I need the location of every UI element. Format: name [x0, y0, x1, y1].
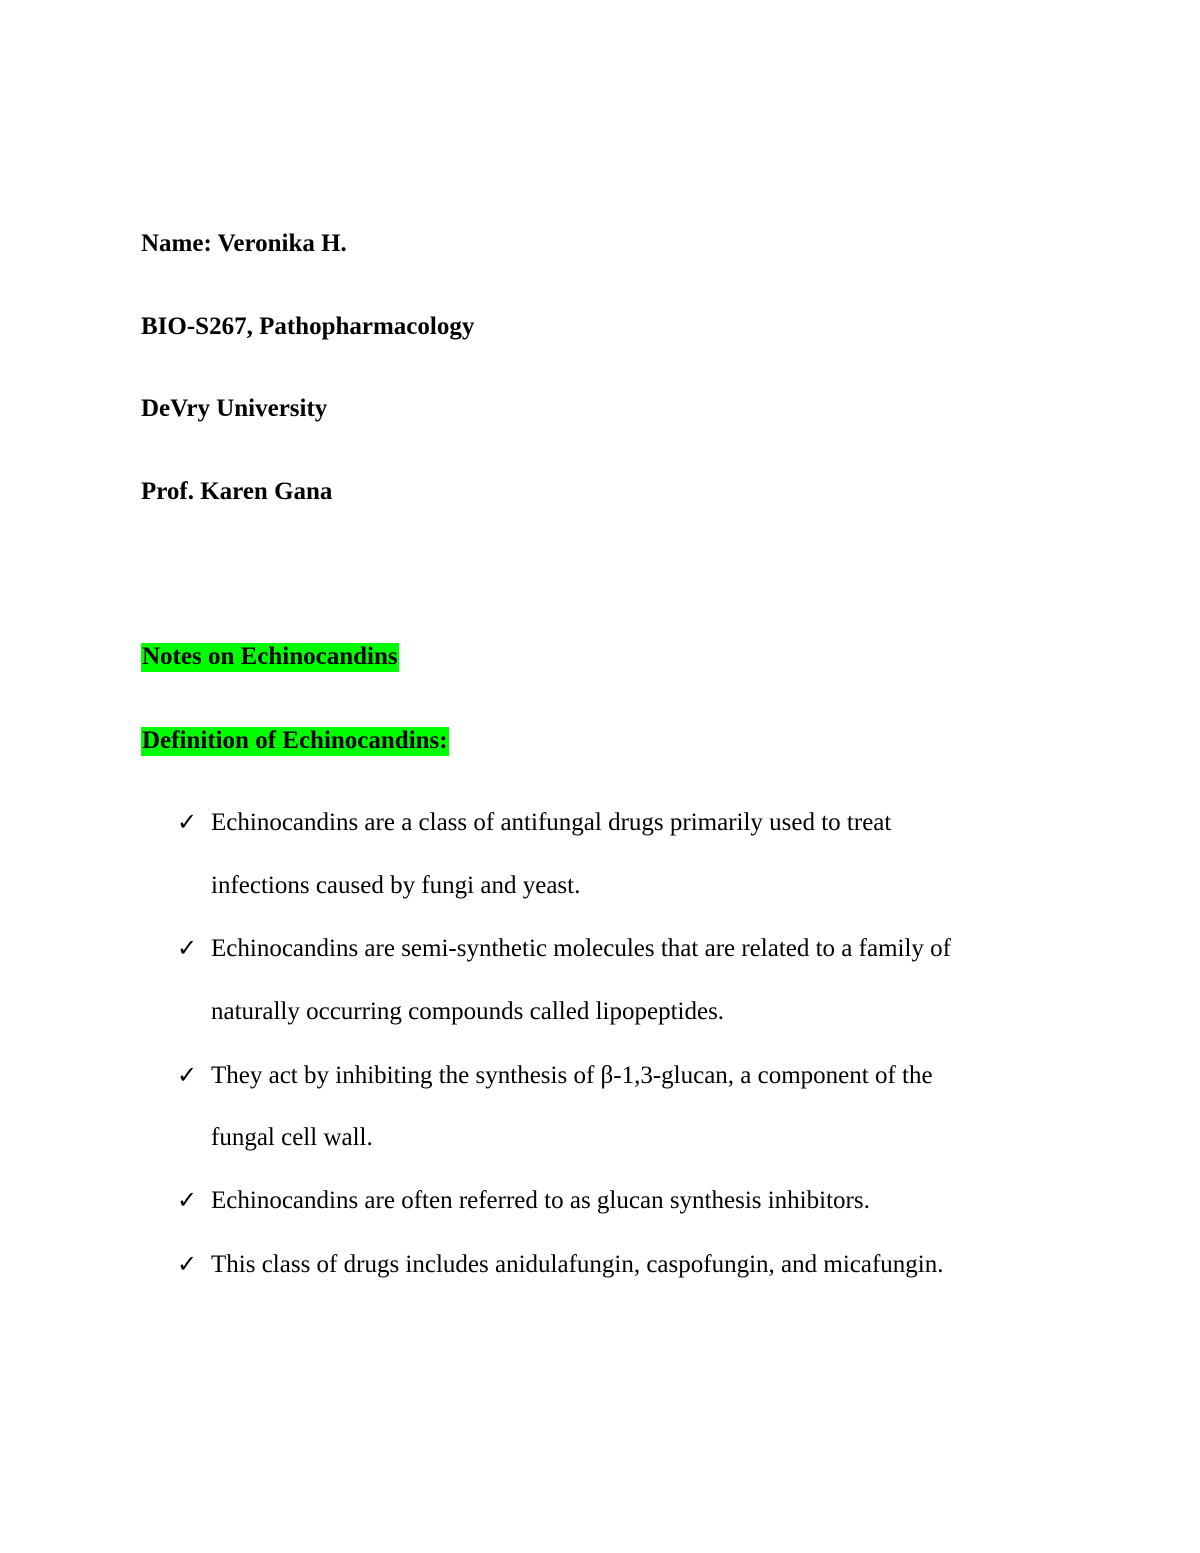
- university-name: DeVry University: [141, 395, 328, 422]
- section-heading: [141, 726, 449, 756]
- check-icon: ✓: [177, 1063, 198, 1089]
- course-title: BIO-S267, Pathopharmacology: [141, 313, 475, 340]
- bullet-5-line-1: This class of drugs includes anidulafungin, caspofungin, and micafungin.: [211, 1251, 944, 1278]
- bullet-2-line-1: Echinocandins are semi-synthetic molecules that are related to a family of: [211, 935, 951, 962]
- check-icon: ✓: [177, 1188, 198, 1214]
- bullet-2-line-2: naturally occurring compounds called lipopeptides.: [211, 998, 725, 1025]
- check-icon: ✓: [177, 1252, 198, 1278]
- bullet-4-line-1: Echinocandins are often referred to as glucan synthesis inhibitors.: [211, 1187, 870, 1214]
- professor-name: Prof. Karen Gana: [141, 478, 333, 505]
- bullet-1-line-1: Echinocandins are a class of antifungal drugs primarily used to treat: [211, 809, 892, 836]
- section-heading-text: Definition of Echinocandins:: [142, 727, 448, 754]
- bullet-3-line-2: fungal cell wall.: [211, 1124, 373, 1151]
- bullet-3-line-1: They act by inhibiting the synthesis of β-1,3-glucan, a component of the: [211, 1062, 933, 1089]
- notes-title-text: Notes on Echinocandins: [142, 643, 398, 670]
- notes-title: [141, 642, 399, 672]
- student-name: Name: Veronika H.: [141, 230, 347, 257]
- check-icon: ✓: [177, 810, 198, 836]
- check-icon: ✓: [177, 936, 198, 962]
- bullet-1-line-2: infections caused by fungi and yeast.: [211, 872, 581, 899]
